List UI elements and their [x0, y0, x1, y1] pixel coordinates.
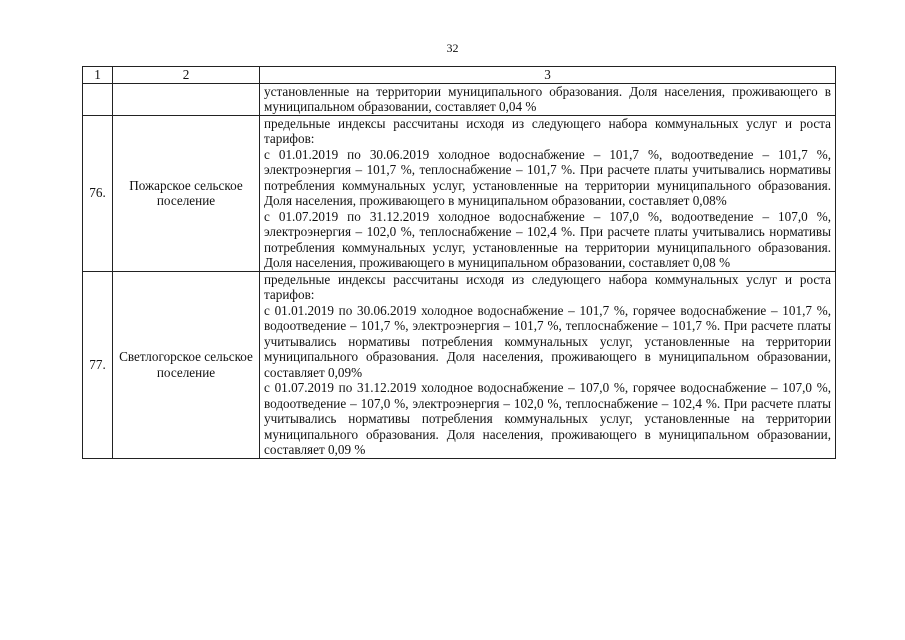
- header-col-2: 2: [113, 67, 260, 84]
- description-paragraph: с 01.07.2019 по 31.12.2019 холодное водоснабжение – 107,0 %, водоотведение – 107,0 %, электроэнергия – 102,0 %, теплоснабжение – 102,4 %. При расчете платы учитывались нормативы потребления коммунальных услуг, установленные на территории муниципального образования. Доля населения, проживающего в муниципальном образовании, составляет 0,08 %: [264, 208, 831, 270]
- header-col-1: 1: [83, 67, 113, 84]
- row-description: [260, 115, 836, 271]
- row-number: 77.: [83, 271, 113, 458]
- description-paragraph: с 01.07.2019 по 31.12.2019 холодное водоснабжение – 107,0 %, горячее водоснабжение – 107,0 %, водоотведение – 107,0 %, электроэнергия – 102,0 %, теплоснабжение – 102,4 %. При расчете платы учитывались нормативы потребления коммунальных услуг, установленные на территории муниципального образования. Доля населения, проживающего в муниципальном образовании, составляет 0,09 %: [264, 380, 831, 457]
- description-paragraph: установленные на территории муниципального образования. Доля населения, проживающего в муниципальном образовании, составляет 0,04 %: [264, 83, 831, 114]
- table-row: [83, 115, 836, 271]
- settlement-name: Пожарское сельское поселение: [113, 115, 260, 271]
- table-row: [83, 271, 836, 458]
- table-row: [83, 83, 836, 115]
- description-paragraph: предельные индексы рассчитаны исходя из следующего набора коммунальных услуг и роста тарифов:: [264, 115, 831, 146]
- header-col-3: 3: [260, 67, 836, 84]
- description-paragraph: с 01.01.2019 по 30.06.2019 холодное водоснабжение – 101,7 %, водоотведение – 101,7 %, электроэнергия – 101,7 %, теплоснабжение – 101,7 %. При расчете платы учитывались нормативы потребления коммунальных услуг, установленные на территории муниципального образования. Доля населения, проживающего в муниципальном образовании, составляет 0,08%: [264, 146, 831, 208]
- row-description: [260, 83, 836, 115]
- tariff-table: [82, 66, 836, 459]
- row-number: 76.: [83, 115, 113, 271]
- settlement-name: [113, 83, 260, 115]
- description-paragraph: с 01.01.2019 по 30.06.2019 холодное водоснабжение – 101,7 %, горячее водоснабжение – 101,7 %, водоотведение – 101,7 %, электроэнергия – 101,7 %, теплоснабжение – 101,7 %. При расчете платы учитывались нормативы потребления коммунальных услуг, установленные на территории муниципального образования. Доля населения, проживающего в муниципальном образовании, составляет 0,09%: [264, 302, 831, 380]
- description-paragraph: предельные индексы рассчитаны исходя из следующего набора коммунальных услуг и роста тарифов:: [264, 271, 831, 302]
- settlement-name: Светлогорское сельское поселение: [113, 271, 260, 458]
- row-number: [83, 83, 113, 115]
- row-description: [260, 271, 836, 458]
- table-header-row: [83, 67, 836, 84]
- page-number: 32: [446, 41, 459, 55]
